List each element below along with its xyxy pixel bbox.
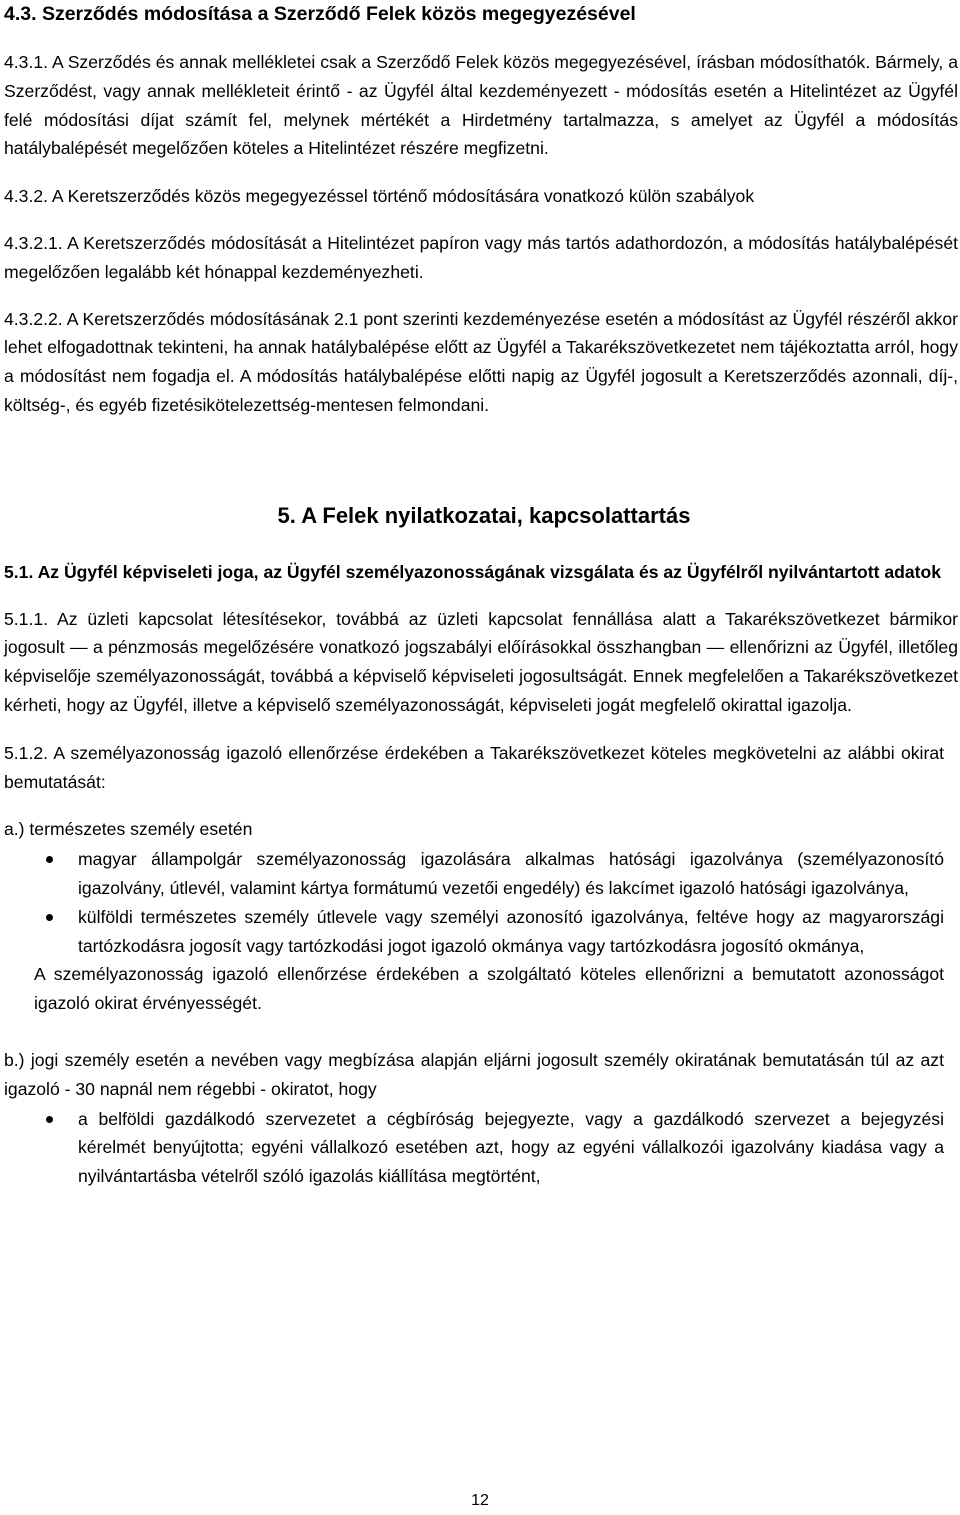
page-number: 12 — [471, 1492, 489, 1509]
bullet-list-b — [4, 1105, 958, 1191]
paragraph-4-3-2-1: 4.3.2.1. A Keretszerződés módosítását a Hitelintézet papíron vagy más tartós adathordozón, a módosítás hatálybalépését megelőzően legalább két hónappal kezdeményezheti. — [4, 232, 958, 282]
list-item-text: külföldi természetes személy útlevele vagy személyi azonosító igazolványa, feltéve hogy az magyarországi tartózkodásra jogosít vagy tartózkodási jogot igazoló okmánya vagy tartózkodásra jogosító okmánya, — [78, 906, 944, 956]
paragraph-4-3-1: 4.3.1. A Szerződés és annak mellékletei csak a Szerződő Felek közös megegyezésével, írásban módosíthatók. Bármely, a Szerződést, vagy annak mellékleteit érintő - az Ügyfél által kezdeményezett - módosítás esetén a Hitelintézet az Ügyfél felé módosítási díjat számít fel, melynek mértékét a Hirdetmény tartalmazza, s amelyet az Ügyfél a módosítás hatálybalépését megelőzően köteles a Hitelintézet részére megfizetni. — [4, 52, 958, 159]
paragraph-5-1-1: 5.1.1. Az üzleti kapcsolat létesítésekor, továbbá az üzleti kapcsolat fennállása alatt a Takarékszövetkezet bármikor jogosult — a pénzmosás megelőzésére vonatkozó jogszabályi előírásokkal összhangban — ellenőrizni az Ügyfél, illetőleg képviselője személyazonosságát, továbbá a képviselő képviseleti jogosultságát. Ennek megfelelően a Takarékszövetkezet kérheti, hogy az Ügyfél, illetve a képviselő személyazonosságát, képviseleti jogát megfelelő okirattal igazolja. — [4, 608, 958, 715]
list-label-a: a.) természetes személy esetén — [4, 819, 253, 840]
bullet-icon — [46, 1116, 53, 1123]
bullet-list-a — [4, 845, 958, 960]
section-title-5: 5. A Felek nyilatkozatai, kapcsolattartás — [277, 502, 691, 528]
list-label-b: b.) jogi személy esetén a nevében vagy megbízása alapján eljárni jogosult személy okiratának bemutatásán túl az azt igazoló - 30 napnál nem régebbi - okiratot, hogy — [4, 1049, 944, 1099]
paragraph-5-1-2: 5.1.2. A személyazonosság igazoló ellenőrzése érdekében a Takarékszövetkezet köteles megkövetelni az alábbi okirat bemutatását: — [4, 742, 944, 792]
list-item — [4, 903, 958, 961]
document-page — [4, 0, 958, 1191]
section-heading-4-3: 4.3. Szerződés módosítása a Szerződő Felek közös megegyezésével — [4, 3, 636, 25]
bullet-icon — [46, 856, 53, 863]
list-item — [4, 845, 958, 903]
section-heading-5-1: 5.1. Az Ügyfél képviseleti joga, az Ügyfél személyazonosságának vizsgálata és az Ügyfélről nyilvántartott adatok — [4, 561, 942, 582]
bullet-icon — [46, 914, 53, 921]
subheading-4-3-2: 4.3.2. A Keretszerződés közös megegyezéssel történő módosítására vonatkozó külön szabályok — [4, 186, 755, 207]
list-item-text: a belföldi gazdálkodó szervezetet a cégbíróság bejegyezte, vagy a gazdálkodó szervezet a bejegyzési kérelmét benyújtotta; egyéni vállalkozó esetében azt, hogy az egyéni vállalkozói igazolvány kiadása vagy a nyilvántartásba vételről szóló igazolás kiállítása megtörtént, — [78, 1108, 944, 1187]
paragraph-4-3-2-2: 4.3.2.2. A Keretszerződés módosításának 2.1 pont szerinti kezdeményezése esetén a módosítást az Ügyfél részéről akkor lehet elfogadottnak tekinteni, ha annak hatálybalépése előtt az Ügyfél a Takarékszövetkezetet nem tájékoztatta arról, hogy a módosítást nem fogadja el. A módosítás hatálybalépése előtti napig az Ügyfél jogosult a Keretszerződés azonnali, díj-, költség-, és egyéb fizetésikötelezettség-mentesen felmondani. — [4, 308, 958, 415]
list-item-text: magyar állampolgár személyazonosság igazolására alkalmas hatósági igazolványa (személyazonosító igazolvány, útlevél, valamint kártya formátumú vezetői engedély) és lakcímet igazoló hatósági igazolványa, — [78, 849, 944, 898]
list-item — [4, 1105, 958, 1191]
paragraph-a-closing: A személyazonosság igazoló ellenőrzése érdekében a szolgáltató köteles ellenőrizni a bemutatott azonosságot igazoló okirat érvényességét. — [34, 964, 944, 1014]
